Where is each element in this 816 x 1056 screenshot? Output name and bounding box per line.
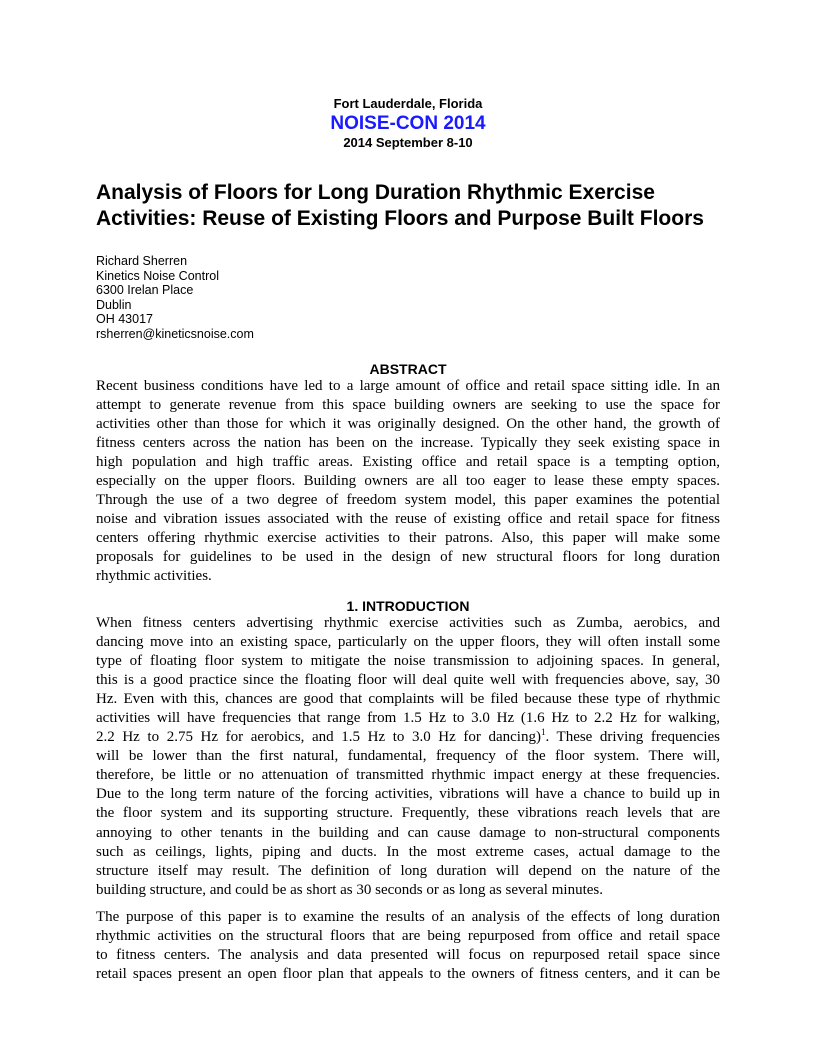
author-city: Dublin (96, 297, 132, 312)
abstract-line: proposals for guidelines to be used in the design of new structural floors for long duration (96, 549, 720, 566)
intro-line: annoying to other tenants in the building and can cause damage to non-structural components (96, 824, 720, 841)
intro-line-footnote (96, 728, 720, 747)
abstract-line: fitness centers across the nation has been on the increase. Typically they seek existing space in (96, 435, 720, 452)
abstract-line: activities other than those for which it was originally designed. On the other hand, the growth of (96, 416, 720, 433)
abstract-line: centers offering rhythmic exercise activities to their patrons. Also, this paper will make some (96, 530, 720, 547)
intro-line: Due to the long term nature of the forcing activities, vibrations will have a chance to build up in (96, 786, 720, 803)
purpose-paragraph (96, 908, 720, 984)
conference-name: NOISE-CON 2014 (330, 113, 486, 134)
abstract-line: high population and high traffic areas. Existing office and retail space is a tempting option, (96, 454, 720, 471)
abstract-line: noise and vibration issues associated with the reuse of existing office and retail space for fitness (96, 511, 720, 528)
paper-title (96, 180, 736, 232)
author-email: rsherren@kineticsnoise.com (96, 326, 254, 341)
abstract-line: especially on the upper floors. Building owners are all too eager to lease these empty spaces. (96, 473, 720, 490)
intro-line: structure itself may result. The definition of long duration will depend on the nature of the (96, 862, 720, 879)
intro-line: activities will have frequencies that range from 1.5 Hz to 3.0 Hz (1.6 Hz to 2.2 Hz for walking, (96, 710, 720, 727)
abstract-line: rhythmic activities. (96, 568, 212, 585)
abstract-heading: ABSTRACT (369, 361, 447, 377)
abstract-line: Through the use of a two degree of freedom system model, this paper examines the potential (96, 492, 720, 509)
abstract-body (96, 377, 720, 587)
purpose-line: retail spaces present an open floor plan that appeals to the owners of fitness centers, and it can be (96, 966, 720, 983)
intro-line: type of floating floor system to mitigate the noise transmission to adjoining spaces. In general, (96, 653, 720, 670)
introduction-body (96, 614, 720, 900)
intro-line: When fitness centers advertising rhythmic exercise activities such as Zumba, aerobics, and (96, 615, 720, 631)
purpose-line: rhythmic activities on the structural floors that are being repurposed from office and retail space (96, 928, 720, 945)
intro-line: building structure, and could be as short as 30 seconds or as long as several minutes. (96, 881, 603, 898)
paper-title-line: Activities: Reuse of Existing Floors and Purpose Built Floors (96, 207, 704, 230)
author-organization: Kinetics Noise Control (96, 268, 219, 283)
intro-line: Hz. Even with this, chances are good that complaints will be filed because these type of rhythmic (96, 691, 720, 708)
conference-dates: 2014 September 8-10 (343, 135, 473, 150)
intro-line: this is a good practice since the floating floor will deal quite well with frequencies above, say, 30 (96, 672, 720, 689)
intro-line: such as ceilings, lights, piping and ducts. In the most extreme cases, actual damage to the (96, 843, 720, 860)
intro-line: will be lower than the first natural, fundamental, frequency of the floor system. There will, (96, 748, 720, 765)
author-street: 6300 Irelan Place (96, 283, 194, 298)
intro-line: therefore, be little or no attenuation of transmitted rhythmic impact energy at these frequencies. (96, 767, 720, 784)
footnote-marker[interactable]: 1 (540, 727, 546, 738)
paper-title-line: Analysis of Floors for Long Duration Rhythmic Exercise (96, 181, 655, 204)
intro-text-before-footnote: 2.2 Hz to 2.75 Hz for aerobics, and 1.5 Hz to 3.0 Hz for dancing) (96, 729, 541, 746)
intro-text-after-footnote: . These driving frequencies (545, 729, 720, 746)
abstract-line: Recent business conditions have led to a large amount of office and retail space sitting idle. In an (96, 378, 720, 394)
purpose-line: The purpose of this paper is to examine the results of an analysis of the effects of long duration (96, 909, 720, 925)
purpose-line: to fitness centers. The analysis and data presented will focus on repurposed retail space since (96, 947, 720, 964)
abstract-line: attempt to generate revenue from this space building owners are seeking to use the space for (96, 397, 720, 414)
conference-header (0, 96, 816, 151)
intro-line: the floor system and its supporting structure. Frequently, these vibrations reach levels that are (96, 805, 720, 822)
author-name: Richard Sherren (96, 254, 188, 268)
intro-line: dancing move into an existing space, particularly on the upper floors, they will often install some (96, 634, 720, 651)
conference-location: Fort Lauderdale, Florida (333, 96, 483, 111)
author-state-zip: OH 43017 (96, 312, 153, 327)
author-block (96, 254, 496, 342)
introduction-heading: 1. INTRODUCTION (346, 598, 470, 614)
